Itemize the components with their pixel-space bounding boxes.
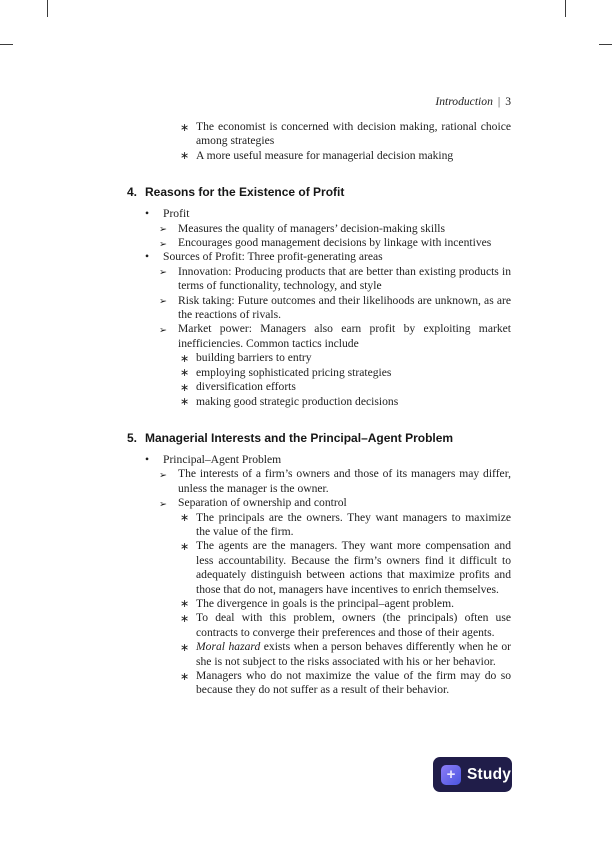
list-item-text: Principal–Agent Problem bbox=[163, 452, 282, 466]
page-content bbox=[105, 120, 511, 698]
bullet-icon: • bbox=[145, 207, 150, 221]
arrow-icon: ➢ bbox=[159, 324, 167, 336]
chapter-title: Introduction bbox=[435, 95, 493, 108]
asterisk-icon: ∗ bbox=[180, 511, 190, 525]
list-item bbox=[105, 467, 511, 496]
list-item-text: employing sophisticated pricing strategies bbox=[196, 365, 392, 379]
section-heading bbox=[105, 185, 511, 200]
arrow-icon: ➢ bbox=[159, 296, 167, 308]
header-divider: | bbox=[497, 95, 501, 108]
asterisk-icon: ∗ bbox=[180, 611, 190, 625]
page-header bbox=[105, 95, 511, 109]
list-item bbox=[105, 640, 511, 669]
list-item-text: Encourages good management decisions by linkage with incentives bbox=[178, 236, 492, 250]
list-item-text: The agents are the managers. They want more compensation and less accountability. Because the firm’s owners find it difficult to adequately distinguish between actions that maximize profits and those that do not, managers have incentives to enrich themselves. bbox=[196, 539, 511, 596]
asterisk-icon: ∗ bbox=[180, 640, 190, 654]
list-item-text: Measures the quality of managers’ decision-making skills bbox=[178, 221, 446, 235]
list-item-text: Managers who do not maximize the value of the firm may do so because they do not suffer as a result of their behavior. bbox=[196, 669, 511, 697]
list-item bbox=[105, 322, 511, 351]
section-heading bbox=[105, 431, 511, 446]
list-item bbox=[105, 496, 511, 510]
asterisk-icon: ∗ bbox=[180, 351, 190, 365]
study-watermark-badge bbox=[433, 757, 512, 792]
list-item bbox=[105, 222, 511, 236]
asterisk-icon: ∗ bbox=[180, 149, 190, 163]
list-item bbox=[105, 539, 511, 597]
section-4 bbox=[105, 185, 511, 409]
list-item bbox=[105, 149, 511, 163]
list-item-text: The interests of a firm’s owners and those of its managers may differ, unless the manager is the owner. bbox=[178, 467, 511, 495]
asterisk-icon: ∗ bbox=[180, 380, 190, 394]
list-item-text: making good strategic production decisions bbox=[196, 394, 399, 408]
asterisk-icon: ∗ bbox=[180, 539, 190, 553]
list-item-lead-italic: Moral hazard bbox=[196, 640, 261, 654]
list-item bbox=[105, 669, 511, 698]
list-item-text: The economist is concerned with decision making, rational choice among strategies bbox=[196, 120, 511, 148]
list-item-text: Profit bbox=[163, 207, 190, 221]
list-item-text: Market power: Managers also earn profit by exploiting market inefficiencies. Common tactics include bbox=[178, 322, 511, 350]
list-item-text: Risk taking: Future outcomes and their likelihoods are unknown, as are the reactions of rivals. bbox=[178, 293, 511, 322]
plus-icon bbox=[441, 765, 461, 785]
list-item bbox=[105, 351, 511, 365]
arrow-icon: ➢ bbox=[159, 224, 167, 236]
list-item-text: diversification efforts bbox=[196, 380, 296, 394]
list-item-text: Separation of ownership and control bbox=[178, 496, 347, 510]
list-item-text: To deal with this problem, owners (the principals) often use contracts to converge their preferences and those of their agents. bbox=[196, 611, 511, 639]
bullet-icon: • bbox=[145, 250, 150, 264]
list-item bbox=[105, 366, 511, 380]
badge-label: Study bbox=[467, 765, 512, 783]
arrow-icon: ➢ bbox=[159, 267, 167, 279]
page-number: 3 bbox=[505, 95, 511, 108]
section-title: Reasons for the Existence of Profit bbox=[145, 185, 345, 200]
plus-glyph: + bbox=[446, 766, 456, 783]
section-title: Managerial Interests and the Principal–Agent Problem bbox=[145, 430, 454, 445]
list-item-text: Sources of Profit: Three profit-generating areas bbox=[163, 250, 383, 264]
asterisk-icon: ∗ bbox=[180, 395, 190, 408]
list-item-text: A more useful measure for managerial decision making bbox=[196, 148, 454, 162]
list-item bbox=[105, 395, 511, 409]
list-item bbox=[105, 265, 511, 294]
list-item-text: The principals are the owners. They want managers to maximize the value of the firm. bbox=[196, 510, 511, 538]
list-item bbox=[105, 611, 511, 640]
list-item bbox=[105, 453, 511, 467]
list-item bbox=[105, 250, 511, 264]
arrow-icon: ➢ bbox=[159, 469, 167, 481]
crop-mark-top-right bbox=[565, 0, 566, 17]
asterisk-icon: ∗ bbox=[180, 669, 190, 683]
crop-mark-right-edge bbox=[599, 44, 612, 45]
section-5 bbox=[105, 431, 511, 698]
list-item-text: exists when a person behaves differently when he or she is not subject to the risks associated with his or her behavior. bbox=[196, 640, 512, 668]
arrow-icon: ➢ bbox=[159, 238, 167, 250]
list-item-text: The divergence in goals is the principal–agent problem. bbox=[196, 596, 454, 610]
asterisk-icon: ∗ bbox=[180, 366, 190, 380]
section-number: 5. bbox=[127, 430, 138, 445]
arrow-icon: ➢ bbox=[159, 498, 167, 510]
list-item bbox=[105, 120, 511, 149]
list-item-text: building barriers to entry bbox=[196, 351, 312, 365]
list-item bbox=[105, 207, 511, 221]
crop-mark-top-left bbox=[47, 0, 48, 17]
section-number: 4. bbox=[127, 185, 138, 200]
list-item bbox=[105, 380, 511, 394]
bullet-icon: • bbox=[145, 452, 150, 466]
list-item bbox=[105, 294, 511, 323]
crop-mark-left-edge bbox=[0, 44, 13, 45]
list-item bbox=[105, 511, 511, 540]
asterisk-icon: ∗ bbox=[180, 120, 190, 134]
list-item-text: Innovation: Producing products that are better than existing products in terms of functionality, technology, and style bbox=[178, 264, 511, 293]
list-item bbox=[105, 236, 511, 250]
asterisk-icon: ∗ bbox=[180, 597, 190, 611]
list-item bbox=[105, 597, 511, 611]
